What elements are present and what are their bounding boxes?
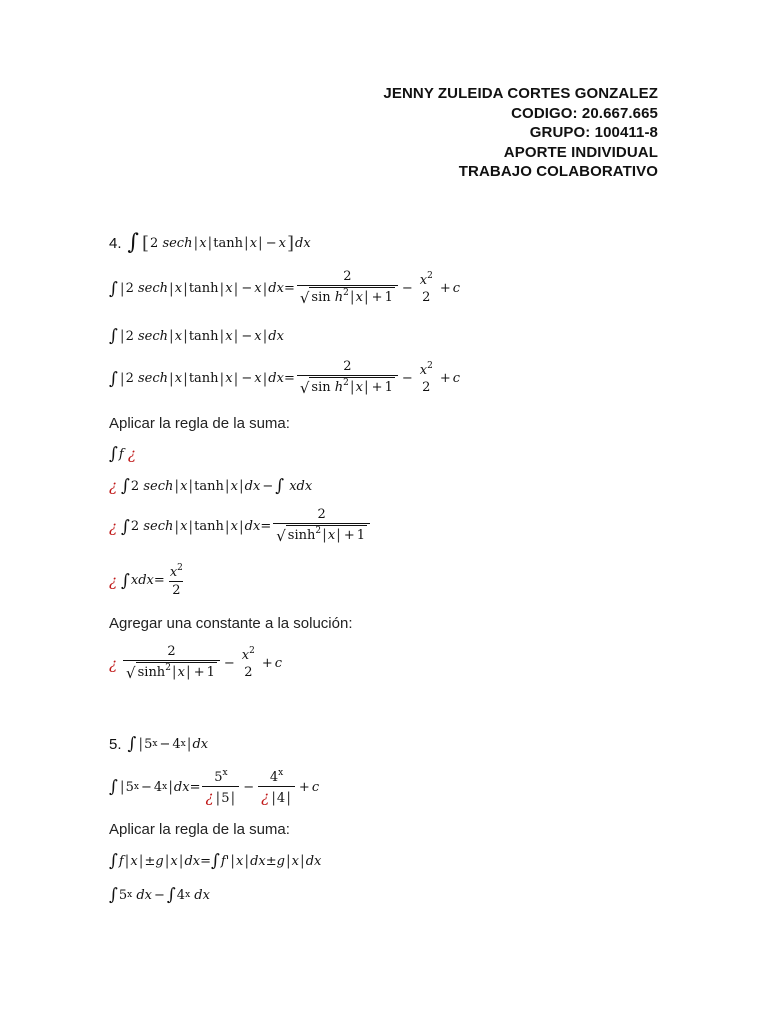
problem-4-integral: ∫ | 2 sech | x | tanh | x | − x | dx xyxy=(109,326,284,346)
fraction: 2 √ $\sinh^2|x| + 1$ xyxy=(273,508,370,545)
fraction: 2 √ $\sin h^2|x| + 1$ xyxy=(297,270,398,307)
problem-4-first-integral: ¿ ∫ 2 sech | x | tanh | x | dx = 2 √ $\sinh^2|x| + 1$ xyxy=(109,508,372,545)
student-name: JENNY ZULEIDA CORTES GONZALEZ xyxy=(383,85,658,102)
student-header xyxy=(383,84,658,182)
problem-5-split: ∫ 5 x dx − ∫ 4 x dx xyxy=(109,885,210,905)
problem-5-result: ∫ | 5 x − 4 x | dx = $\frac{5^x}{¿ |5|}$ − $\frac{4^x}{¿ |4|}$ + c xyxy=(109,768,320,806)
problem-5-statement: 5. ∫ | 5 x − 4 x | dx xyxy=(109,734,209,754)
problem-4-result-1: ∫ | 2 sech | x | tanh | x | − x | dx = 2 √ $\sin h^2|x| + 1$ − $x^2$ 2 + c xyxy=(109,269,461,307)
problem-4-final-answer: ¿ 2 √ $\sinh^2|x| + 1$ − $x^2$ 2 + c xyxy=(109,644,283,682)
problem-4-sum-rule-text: Aplicar la regla de la suma: xyxy=(109,415,290,432)
work-label: TRABAJO COLABORATIVO xyxy=(458,163,658,180)
fraction: $\frac{x^2}{2}$ xyxy=(169,563,183,598)
sum-rule-formula: ∫ f ¿ xyxy=(109,444,136,464)
problem-5-sum-rule-text: Aplicar la regla de la suma: xyxy=(109,821,290,838)
student-group: GRUPO: 100411-8 xyxy=(529,124,658,141)
problem-4-statement: 4. ∫ [ 2 sech | x | tanh | x | − x ] dx xyxy=(109,230,311,255)
student-code: CODIGO: 20.667.665 xyxy=(511,104,658,122)
fraction: 2 √ $\sinh^2|x| + 1$ xyxy=(123,645,220,682)
fraction: $\frac{5^x}{¿ |5|}$ xyxy=(202,768,239,807)
problem-4-result-2: ∫ | 2 sech | x | tanh | x | − x | dx = 2 √ $\sin h^2|x| + 1$ − $x^2$ 2 + c xyxy=(109,359,461,397)
fraction: $x^2$ 2 xyxy=(419,361,433,396)
problem-4-split: ¿ ∫ 2 sech | x | tanh | x | dx − ∫ xdx xyxy=(109,476,313,496)
fraction: 2 √ $\sin h^2|x| + 1$ xyxy=(297,360,398,397)
sum-rule-general: ∫ f | x | ± g | x | dx = ∫ f' | x | dx ± g | x | dx xyxy=(109,851,322,871)
problem-4-second-integral: ¿ ∫ xdx = $\frac{x^2}{2}$ xyxy=(109,563,188,599)
problem-4-constant-text: Agregar una constante a la solución: xyxy=(109,615,353,632)
fraction: $\frac{4^x}{¿ |4|}$ xyxy=(258,768,295,807)
contribution-label: APORTE INDIVIDUAL xyxy=(503,143,658,161)
fraction: $x^2$ 2 xyxy=(241,646,255,681)
fraction: $x^2$ 2 xyxy=(419,271,433,306)
